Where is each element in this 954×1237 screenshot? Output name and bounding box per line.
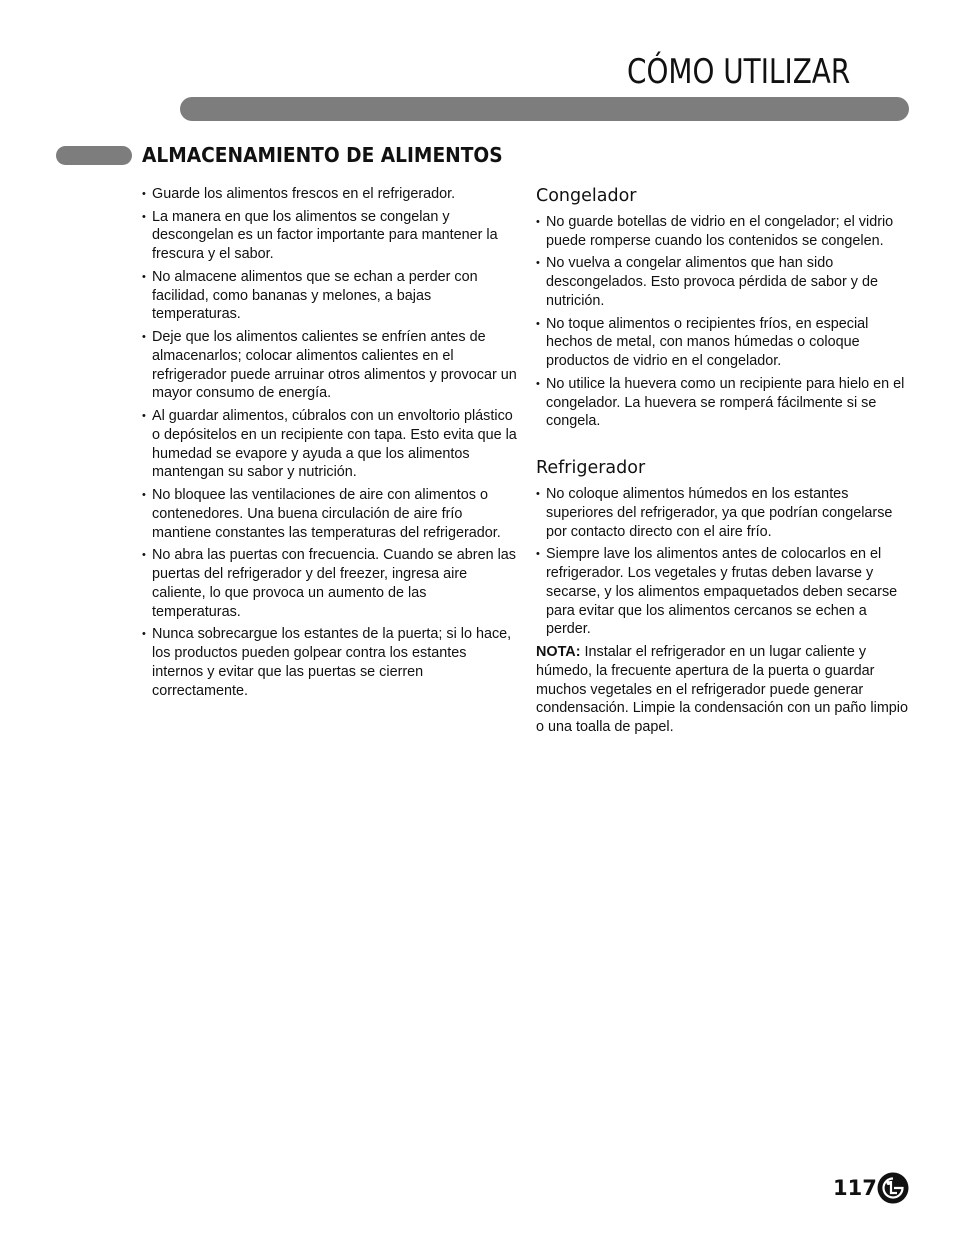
right-column	[536, 185, 911, 737]
list-item: • No abra las puertas con frecuencia. Cuando se abren las puertas del refrigerador y del freezer, ingresa aire caliente, lo que provoca un aumento de las temperaturas.	[142, 546, 517, 621]
refrigerador-list	[536, 485, 911, 639]
list-item: • No bloquee las ventilaciones de aire con alimentos o contenedores. Una buena circulación de aire frío mantiene constantes las temperaturas del refrigerador.	[142, 486, 517, 542]
list-item: • Al guardar alimentos, cúbralos con un envoltorio plástico o depósitelos en un recipiente con tapa. Esto evita que la humedad se evapore y ayuda a que los alimentos mantengan su sabor y nutrición.	[142, 407, 517, 482]
list-item: • Nunca sobrecargue los estantes de la puerta; si lo hace, los productos pueden golpear contra los estantes internos y evitar que las puertas se cierren correctamente.	[142, 625, 517, 700]
note-text: Instalar el refrigerador en un lugar caliente y húmedo, la frecuente apertura de la puerta o guardar muchos vegetales en el refrigerador puede generar condensación. Limpie la condensación con un paño limpio o una toalla de papel.	[536, 643, 909, 736]
note-paragraph	[536, 643, 911, 737]
list-item: • Siempre lave los alimentos antes de colocarlos en el refrigerador. Los vegetales y frutas deben lavarse y secarse, y los alimentos empaquetados deben secarse para evitar que los alimentos cercanos se echen a perder.	[536, 545, 911, 639]
list-item: • No coloque alimentos húmedos en los estantes superiores del refrigerador, ya que podrían congelarse por contacto directo con el aire frío.	[536, 485, 911, 541]
page-number: 117	[833, 1176, 877, 1200]
list-item: • La manera en que los alimentos se congelan y descongelan es un factor importante para mantener la frescura y el sabor.	[142, 208, 517, 264]
general-tips-list	[142, 185, 517, 700]
list-item: • No toque alimentos o recipientes fríos, en especial hechos de metal, con manos húmedas o coloque productos de vidrio en el congelador.	[536, 315, 911, 371]
lg-logo-icon	[877, 1172, 909, 1204]
list-item: • No utilice la huevera como un recipiente para hielo en el congelador. La huevera se romperá fácilmente si se congela.	[536, 375, 911, 431]
section-title: ALMACENAMIENTO DE ALIMENTOS	[142, 143, 503, 167]
list-item: • No almacene alimentos que se echan a perder con facilidad, como bananas y melones, a bajas temperaturas.	[142, 268, 517, 324]
list-item: • Deje que los alimentos calientes se enfríen antes de almacenarlos; colocar alimentos calientes en el refrigerador puede arruinar otros alimentos y provocar un mayor consumo de energía.	[142, 328, 517, 403]
header-bar	[180, 97, 909, 121]
left-column	[142, 185, 517, 704]
list-item: • Guarde los alimentos frescos en el refrigerador.	[142, 185, 517, 204]
congelador-list	[536, 213, 911, 431]
note-label: NOTA:	[536, 643, 581, 660]
chapter-title: CÓMO UTILIZAR	[626, 52, 850, 92]
list-item: • No vuelva a congelar alimentos que han sido descongelados. Esto provoca pérdida de sabor y de nutrición.	[536, 254, 911, 310]
section-marker	[56, 146, 132, 165]
congelador-heading: Congelador	[536, 186, 637, 206]
list-item: • No guarde botellas de vidrio en el congelador; el vidrio puede romperse cuando los contenidos se congelen.	[536, 213, 911, 251]
refrigerador-heading: Refrigerador	[536, 457, 646, 478]
